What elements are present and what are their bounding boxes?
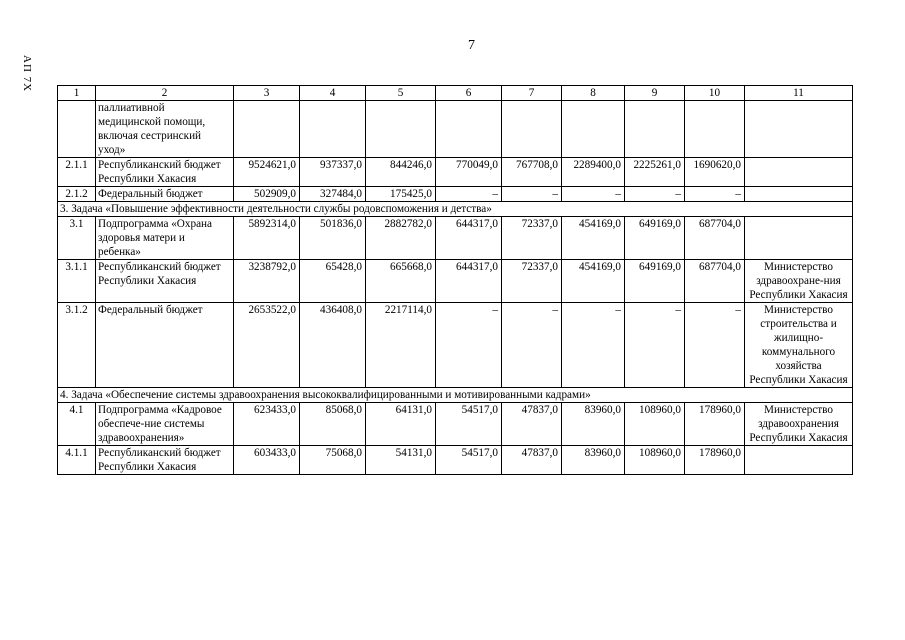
table-cell: 2.1.2	[58, 187, 96, 202]
side-mark: АП 7Х	[21, 55, 33, 93]
column-header: 8	[562, 86, 625, 101]
column-header: 3	[234, 86, 300, 101]
table-cell	[366, 101, 436, 158]
table-cell: Подпрограмма «Кадровое обеспече-ние системы здравоохранения»	[96, 403, 234, 446]
table-cell	[502, 101, 562, 158]
table-row	[58, 303, 853, 388]
table-cell: Министерство здравоохранения Республики Хакасия	[745, 403, 853, 446]
table-cell: 501836,0	[300, 217, 366, 260]
table-cell: –	[685, 303, 745, 388]
table-cell: 2217114,0	[366, 303, 436, 388]
table-cell	[58, 101, 96, 158]
section-title: 4. Задача «Обеспечение системы здравоохранения высококвалифицированными и мотивированными кадрами»	[58, 388, 853, 403]
column-header: 5	[366, 86, 436, 101]
table-cell: Республиканский бюджет Республики Хакасия	[96, 446, 234, 475]
table-cell: 75068,0	[300, 446, 366, 475]
column-header: 4	[300, 86, 366, 101]
table-cell	[745, 446, 853, 475]
table-cell: 178960,0	[685, 403, 745, 446]
table-cell: 767708,0	[502, 158, 562, 187]
table-row	[58, 217, 853, 260]
table-cell	[300, 101, 366, 158]
table-row	[58, 158, 853, 187]
table-row	[58, 403, 853, 446]
table-cell: 178960,0	[685, 446, 745, 475]
table-cell: –	[562, 187, 625, 202]
table-cell: 687704,0	[685, 260, 745, 303]
section-row	[58, 202, 853, 217]
table-cell: Федеральный бюджет	[96, 187, 234, 202]
table-cell: Подпрограмма «Охрана здоровья матери и ребенка»	[96, 217, 234, 260]
column-header: 11	[745, 86, 853, 101]
table-cell	[745, 158, 853, 187]
table-cell: 327484,0	[300, 187, 366, 202]
table-row	[58, 260, 853, 303]
table-cell: 436408,0	[300, 303, 366, 388]
table-cell: 454169,0	[562, 217, 625, 260]
table-cell: 47837,0	[502, 446, 562, 475]
table-cell: 83960,0	[562, 446, 625, 475]
table-cell: Республиканский бюджет Республики Хакасия	[96, 260, 234, 303]
table-cell	[745, 101, 853, 158]
table-row	[58, 101, 853, 158]
table-cell: 844246,0	[366, 158, 436, 187]
section-title: 3. Задача «Повышение эффективности деятельности службы родовспоможения и детства»	[58, 202, 853, 217]
table-cell: 4.1.1	[58, 446, 96, 475]
table-cell: 54517,0	[436, 446, 502, 475]
table-cell: 454169,0	[562, 260, 625, 303]
table-header-row	[58, 86, 853, 101]
table-cell: –	[436, 187, 502, 202]
table-cell: –	[625, 303, 685, 388]
table-cell: 5892314,0	[234, 217, 300, 260]
table-cell: –	[436, 303, 502, 388]
table-cell: –	[562, 303, 625, 388]
table-cell: 665668,0	[366, 260, 436, 303]
table-cell	[436, 101, 502, 158]
table-cell: 623433,0	[234, 403, 300, 446]
table-cell: 2653522,0	[234, 303, 300, 388]
table-cell: 72337,0	[502, 217, 562, 260]
column-header: 2	[96, 86, 234, 101]
table-cell: 47837,0	[502, 403, 562, 446]
table-cell: 83960,0	[562, 403, 625, 446]
table-cell: 72337,0	[502, 260, 562, 303]
table-cell: 3.1.1	[58, 260, 96, 303]
table-cell: 85068,0	[300, 403, 366, 446]
table-cell: –	[625, 187, 685, 202]
table-cell: –	[685, 187, 745, 202]
table-cell: 3238792,0	[234, 260, 300, 303]
column-header: 1	[58, 86, 96, 101]
table-cell: Республиканский бюджет Республики Хакасия	[96, 158, 234, 187]
table-cell: паллиативной медицинской помощи, включая сестринский уход»	[96, 101, 234, 158]
table-row	[58, 187, 853, 202]
budget-table	[57, 85, 853, 475]
table-cell: 649169,0	[625, 217, 685, 260]
table-cell: –	[502, 303, 562, 388]
column-header: 6	[436, 86, 502, 101]
table-cell: 3.1.2	[58, 303, 96, 388]
column-header: 7	[502, 86, 562, 101]
column-header: 9	[625, 86, 685, 101]
table-cell: 2882782,0	[366, 217, 436, 260]
column-header: 10	[685, 86, 745, 101]
table-cell: 649169,0	[625, 260, 685, 303]
table-cell: 108960,0	[625, 446, 685, 475]
table-cell	[234, 101, 300, 158]
table-cell: 770049,0	[436, 158, 502, 187]
table-cell: 687704,0	[685, 217, 745, 260]
table-cell: 175425,0	[366, 187, 436, 202]
table-cell: 54131,0	[366, 446, 436, 475]
table-cell: 937337,0	[300, 158, 366, 187]
table-cell: 65428,0	[300, 260, 366, 303]
table-cell: Министерство здравоохране-ния Республики Хакасия	[745, 260, 853, 303]
table-cell: 2289400,0	[562, 158, 625, 187]
table-cell: 54517,0	[436, 403, 502, 446]
table-cell: 1690620,0	[685, 158, 745, 187]
table-cell: 3.1	[58, 217, 96, 260]
table-cell: 2225261,0	[625, 158, 685, 187]
table-cell: 644317,0	[436, 260, 502, 303]
table-row	[58, 446, 853, 475]
table-cell	[562, 101, 625, 158]
table-cell	[745, 217, 853, 260]
table-cell: –	[502, 187, 562, 202]
section-row	[58, 388, 853, 403]
table-cell	[625, 101, 685, 158]
table-cell: 644317,0	[436, 217, 502, 260]
table-cell: 64131,0	[366, 403, 436, 446]
table-cell	[685, 101, 745, 158]
page-number: 7	[468, 38, 475, 53]
table-cell: Федеральный бюджет	[96, 303, 234, 388]
table-cell: 2.1.1	[58, 158, 96, 187]
table-cell: 9524621,0	[234, 158, 300, 187]
table-cell	[745, 187, 853, 202]
table-cell: 4.1	[58, 403, 96, 446]
table-cell: Министерство строительства и жилищно-коммунального хозяйства Республики Хакасия	[745, 303, 853, 388]
table-cell: 603433,0	[234, 446, 300, 475]
table-cell: 108960,0	[625, 403, 685, 446]
table-cell: 502909,0	[234, 187, 300, 202]
